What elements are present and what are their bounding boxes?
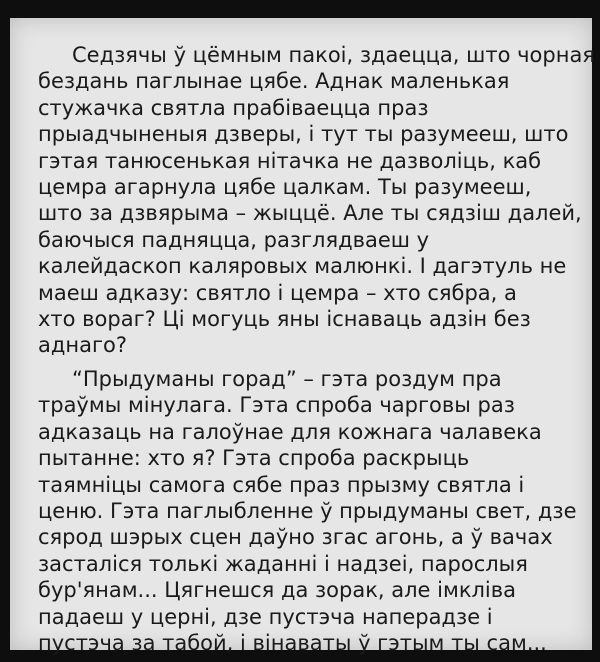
text-line: стужачка святла прабіваецца праз bbox=[38, 95, 429, 120]
text-line: хто вораг? Ці могуць яны існаваць адзін без bbox=[38, 307, 531, 332]
text-line: пустэча за табой, і вінаваты ў гэтым ты сам... bbox=[38, 630, 547, 655]
text-line: ценю. Гэта паглыбленне ў прыдуманы свет, дзе bbox=[38, 498, 577, 523]
text-line: што за дзвярыма – жыццё. Але ты сядзіш далей, bbox=[38, 201, 582, 226]
text-block bbox=[38, 42, 595, 656]
text-line: аднаго? bbox=[38, 333, 128, 358]
text-line: прыадчыненыя дзверы, і тут ты разумееш, што bbox=[38, 122, 569, 147]
text-line: бур'янам... Цягнешся да зорак, але імкліва bbox=[38, 578, 517, 603]
text-line: Седзячы ў цёмным пакоі, здаецца, што чорная bbox=[72, 43, 595, 67]
text-line: пытанне: хто я? Гэта спроба раскрыць bbox=[38, 446, 470, 471]
text-line: цемра агарнула цябе цалкам. Ты разумееш, bbox=[38, 175, 532, 200]
text-line: маеш адказу: святло і цемра – хто сябра, а bbox=[38, 280, 517, 305]
paragraph-1 bbox=[38, 42, 595, 359]
text-line: баючыся падняцца, разглядваеш у bbox=[38, 227, 430, 252]
paragraph-2 bbox=[38, 366, 578, 656]
text-panel bbox=[10, 18, 595, 655]
text-line: калейдаскоп каляровых малюнкі. І дагэтуль не bbox=[38, 254, 567, 279]
text-line: “Прыдуманы горад” – гэта роздум пра bbox=[72, 366, 502, 391]
text-line: падаеш у церні, дзе пустэча наперадзе і bbox=[38, 604, 493, 629]
text-line: траўмы мінулага. Гэта спроба чарговы раз bbox=[38, 393, 515, 418]
text-line: гэтая танюсенькая нітачка не дазволіць, каб bbox=[38, 148, 542, 173]
text-line: адказаць на галоўнае для кожнага чалавека bbox=[38, 419, 542, 444]
text-line: бездань паглынае цябе. Аднак маленькая bbox=[38, 69, 510, 94]
text-line: засталіся толькі жаданні і надзеі, парослыя bbox=[38, 551, 528, 576]
text-line: таямніцы самога сябе праз прызму святла і bbox=[38, 472, 525, 497]
text-line: сярод шэрых сцен даўно згас агонь, а ў вачах bbox=[38, 525, 553, 550]
